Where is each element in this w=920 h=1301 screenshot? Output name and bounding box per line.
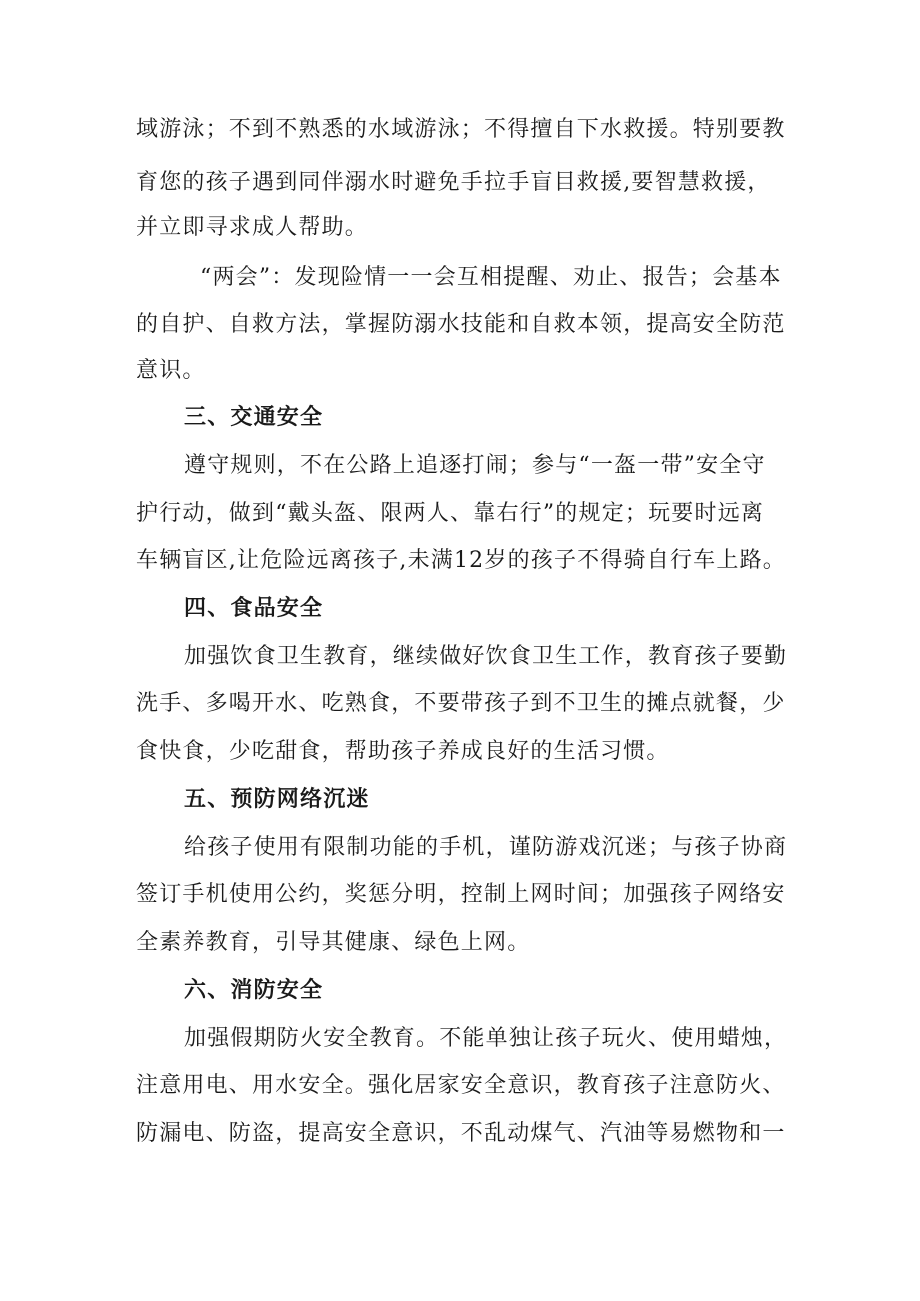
paragraph-line: 育您的孩子遇到同伴溺水时避免手拉手盲目救援,要智慧救援， bbox=[136, 170, 771, 195]
paragraph-line: 加强假期防火安全教育。不能单独让孩子玩火、使用蜡烛， bbox=[184, 1026, 788, 1051]
paragraph-line: 全素养教育，引导其健康、绿色上网。 bbox=[136, 930, 531, 955]
paragraph-line: 并立即寻求成人帮助。 bbox=[136, 215, 369, 240]
section-heading-internet: 五、预防网络沉迷 bbox=[184, 787, 370, 812]
section-heading-traffic: 三、交通安全 bbox=[184, 405, 324, 430]
paragraph-line: 域游泳；不到不熟悉的水域游泳；不得擅自下水救援。特别要教 bbox=[136, 117, 786, 142]
paragraph-line: 注意用电、用水安全。强化居家安全意识，教育孩子注意防火、 bbox=[136, 1073, 786, 1098]
paragraph-line: 签订手机使用公约，奖惩分明，控制上网时间；加强孩子网络安 bbox=[136, 882, 786, 907]
paragraph-line: 防漏电、防盗，提高安全意识，不乱动煤气、汽油等易燃物和一 bbox=[136, 1121, 786, 1146]
paragraph-line: 给孩子使用有限制功能的手机，谨防游戏沉迷；与孩子协商 bbox=[184, 835, 788, 860]
paragraph-line: 车辆盲区,让危险远离孩子,未满12岁的孩子不得骑自行车上路。 bbox=[136, 548, 786, 573]
paragraph-line: 加强饮食卫生教育，继续做好饮食卫生工作，教育孩子要勤 bbox=[184, 644, 788, 669]
paragraph-line: 意识。 bbox=[136, 358, 206, 383]
paragraph-line: 遵守规则，不在公路上追逐打闹；参与“一盔一带”安全守 bbox=[184, 453, 766, 478]
paragraph-line: “两会”：发现险情一一会互相提醒、劝止、报告；会基本 bbox=[200, 265, 782, 290]
paragraph-line: 洗手、多喝开水、吃熟食，不要带孩子到不卫生的摊点就餐，少 bbox=[136, 691, 786, 716]
paragraph-line: 护行动，做到“戴头盔、限两人、靠右行”的规定；玩要时远离 bbox=[136, 501, 765, 526]
paragraph-line: 食快食，少吃甜食，帮助孩子养成良好的生活习惯。 bbox=[136, 739, 670, 764]
section-heading-fire: 六、消防安全 bbox=[184, 978, 324, 1003]
paragraph-line: 的自护、自救方法，掌握防溺水技能和自救本领，提高安全防范 bbox=[136, 312, 786, 337]
section-heading-food: 四、食品安全 bbox=[184, 596, 324, 621]
